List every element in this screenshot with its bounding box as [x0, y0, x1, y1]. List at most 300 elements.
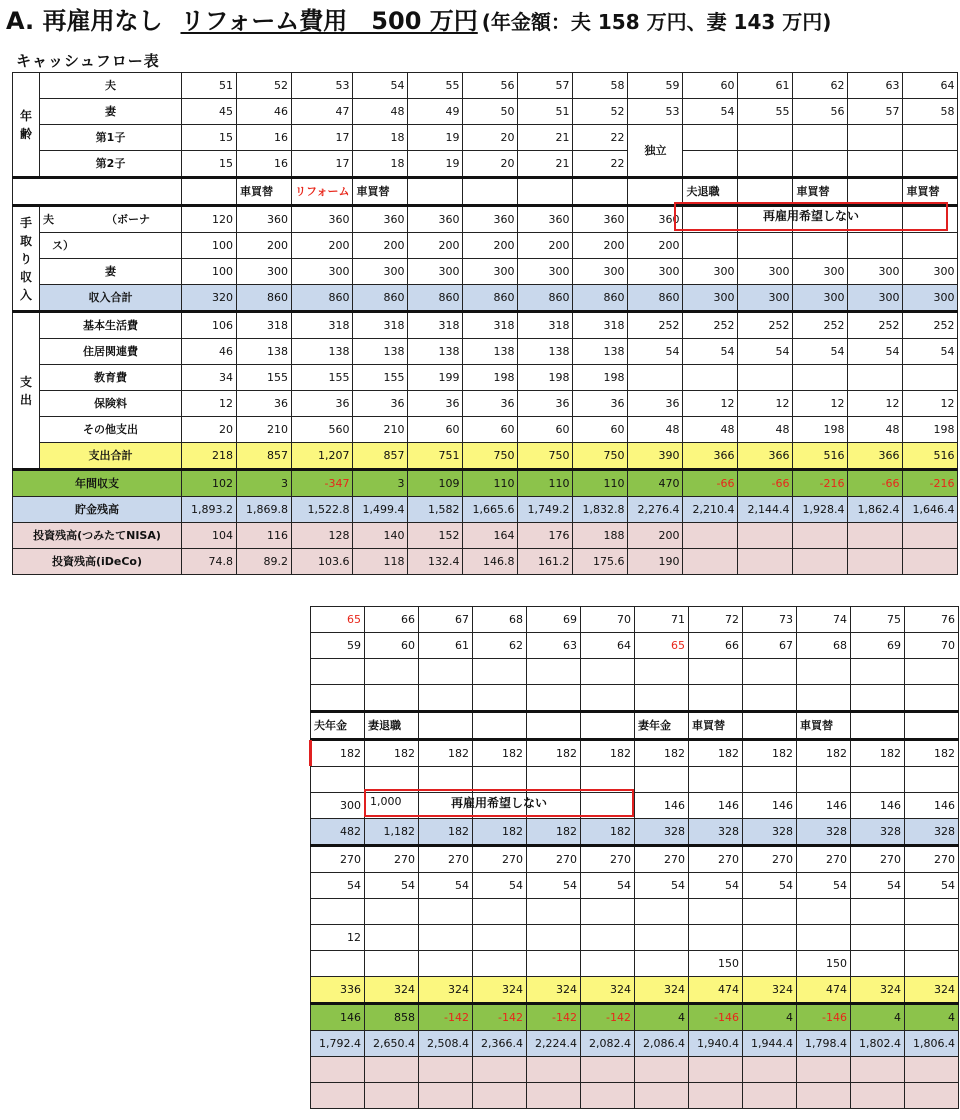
- table-cell: 138: [463, 339, 518, 365]
- row-housing: [13, 339, 958, 365]
- table-cell: 12: [738, 391, 793, 417]
- label-child1: 第1子: [40, 125, 182, 151]
- event-cell: リフォーム: [292, 178, 353, 206]
- table-cell: [903, 125, 958, 151]
- table-cell: [738, 365, 793, 391]
- table-cell: 300: [848, 285, 903, 312]
- event-cell: 車買替: [793, 178, 848, 206]
- table-subtitle: キャッシュフロー表: [16, 52, 160, 70]
- table-cell: 36: [463, 391, 518, 417]
- table-cell: 52: [573, 99, 628, 125]
- table-cell: 182: [527, 819, 581, 846]
- table-cell: 182: [905, 740, 959, 767]
- table-cell: 200: [353, 233, 408, 259]
- table-cell: 1,182: [365, 819, 419, 846]
- table-cell: 366: [738, 443, 793, 470]
- row2-insurance: [311, 925, 959, 951]
- table-cell: 12: [683, 391, 738, 417]
- table-cell: [848, 523, 903, 549]
- table-cell: 4: [743, 1004, 797, 1031]
- table-cell: 182: [365, 740, 419, 767]
- table-cell: 270: [635, 846, 689, 873]
- table-cell: 70: [905, 633, 959, 659]
- table-cell: -146: [689, 1004, 743, 1031]
- table-cell: 20: [463, 151, 518, 178]
- table-cell: [473, 1083, 527, 1109]
- table-cell: 71: [635, 607, 689, 633]
- table-cell: 182: [743, 740, 797, 767]
- table-cell: 857: [353, 443, 408, 470]
- table-cell: -142: [527, 1004, 581, 1031]
- table-cell: 54: [365, 873, 419, 899]
- row-child2-age: [13, 151, 958, 178]
- table-cell: 1,862.4: [848, 497, 903, 523]
- table-cell: 182: [311, 740, 365, 767]
- table-cell: -142: [419, 1004, 473, 1031]
- table-cell: 20: [182, 417, 237, 443]
- row2-education: [311, 899, 959, 925]
- table-cell: 146: [905, 793, 959, 819]
- row-basic-living: [13, 312, 958, 339]
- table-cell: 270: [905, 846, 959, 873]
- label-ideco: 投資残高(iDeCo): [13, 549, 182, 575]
- table-cell: 66: [365, 607, 419, 633]
- table-cell: 21: [518, 151, 573, 178]
- table-cell: [581, 925, 635, 951]
- row-expense-total: [13, 443, 958, 470]
- table-cell: [365, 899, 419, 925]
- row2-expense-total: [311, 977, 959, 1004]
- table-cell: 116: [237, 523, 292, 549]
- table-cell: 57: [848, 99, 903, 125]
- table-cell: 182: [635, 740, 689, 767]
- table-cell: 57: [518, 73, 573, 99]
- table-cell: 1,944.4: [743, 1031, 797, 1057]
- table-cell: 300: [463, 259, 518, 285]
- table-cell: 61: [419, 633, 473, 659]
- table-cell: 54: [848, 339, 903, 365]
- row-ideco: [13, 549, 958, 575]
- table-cell: [419, 1083, 473, 1109]
- row-income-total: [13, 285, 958, 312]
- table-cell: 252: [848, 312, 903, 339]
- table-cell: -347: [292, 470, 353, 497]
- table-cell: 138: [573, 339, 628, 365]
- table-cell: [851, 1057, 905, 1083]
- table-cell: 53: [292, 73, 353, 99]
- table-cell: 59: [311, 633, 365, 659]
- row-husband-age: [13, 73, 958, 99]
- table-cell: 12: [793, 391, 848, 417]
- table-cell: [581, 685, 635, 712]
- rehire-note-1: 再雇用希望しない: [762, 209, 859, 223]
- table-cell: [905, 767, 959, 793]
- table-cell: [851, 899, 905, 925]
- table-cell: 182: [419, 819, 473, 846]
- group-expense: 支出: [13, 312, 40, 470]
- table-cell: [683, 365, 738, 391]
- table-cell: [635, 659, 689, 685]
- table-cell: 46: [182, 339, 237, 365]
- table-cell: 182: [851, 740, 905, 767]
- table-cell: [635, 925, 689, 951]
- table-cell: 68: [797, 633, 851, 659]
- table-cell: 860: [573, 285, 628, 312]
- table-cell: 138: [237, 339, 292, 365]
- title-reform-cost: リフォーム費用 500 万円: [180, 7, 478, 35]
- table-cell: 138: [518, 339, 573, 365]
- table-cell: 118: [353, 549, 408, 575]
- table-cell: [903, 549, 958, 575]
- event-cell: [463, 178, 518, 206]
- table-cell: [905, 925, 959, 951]
- table-cell: [689, 767, 743, 793]
- label-husband-bonus: 夫 （ボーナ: [40, 206, 182, 233]
- table-cell: [419, 685, 473, 712]
- table-cell: 100: [182, 259, 237, 285]
- table-cell: [905, 951, 959, 977]
- table-cell: 15: [182, 151, 237, 178]
- table-cell: 218: [182, 443, 237, 470]
- table-cell: [527, 1083, 581, 1109]
- table-cell: 560: [292, 417, 353, 443]
- table-cell: 50: [463, 99, 518, 125]
- table-cell: 366: [683, 443, 738, 470]
- table-cell: 48: [628, 417, 683, 443]
- table-cell: [683, 523, 738, 549]
- table-cell: 324: [851, 977, 905, 1004]
- table-cell: 138: [353, 339, 408, 365]
- table-cell: 336: [311, 977, 365, 1004]
- table-cell: 146: [311, 1004, 365, 1031]
- table-cell: [689, 1057, 743, 1083]
- table-cell: [903, 233, 958, 259]
- event-cell: [573, 178, 628, 206]
- table-cell: [365, 659, 419, 685]
- table-cell: 64: [581, 633, 635, 659]
- events-label: [13, 178, 182, 206]
- label-husband: 夫: [40, 73, 182, 99]
- table-cell: [473, 659, 527, 685]
- table-cell: 860: [353, 285, 408, 312]
- table-cell: 198: [573, 365, 628, 391]
- table-cell: 318: [353, 312, 408, 339]
- table-cell: [689, 659, 743, 685]
- table-cell: [419, 925, 473, 951]
- table-cell: [793, 151, 848, 178]
- table-cell: 474: [689, 977, 743, 1004]
- table-cell: 318: [292, 312, 353, 339]
- title-pension: (年金額：夫 158 万円、妻 143 万円): [481, 10, 832, 34]
- table-cell: 390: [628, 443, 683, 470]
- label-savings: 貯金残高: [13, 497, 182, 523]
- rehire-note-2: 再雇用希望しない: [450, 796, 547, 810]
- table-cell: 54: [738, 339, 793, 365]
- table-cell: [365, 1057, 419, 1083]
- label-wife-income: 妻: [40, 259, 182, 285]
- table-cell: [851, 925, 905, 951]
- table-cell: 3: [237, 470, 292, 497]
- table-cell: 67: [743, 633, 797, 659]
- table-cell: 150: [797, 951, 851, 977]
- table-cell: 270: [581, 846, 635, 873]
- table-cell: 300: [237, 259, 292, 285]
- table-cell: [683, 233, 738, 259]
- table-cell: [851, 767, 905, 793]
- label-basic-living: 基本生活費: [40, 312, 182, 339]
- table-cell: 12: [182, 391, 237, 417]
- table-cell: 54: [797, 873, 851, 899]
- table-cell: 1,940.4: [689, 1031, 743, 1057]
- table-cell: [473, 1057, 527, 1083]
- table-cell: 54: [903, 339, 958, 365]
- table-cell: 161.2: [518, 549, 573, 575]
- event-cell: 妻年金: [635, 712, 689, 740]
- table-cell: [581, 951, 635, 977]
- row2-basic-living: [311, 846, 959, 873]
- event-cell: 車買替: [353, 178, 408, 206]
- table-cell: 16: [237, 125, 292, 151]
- table-cell: 21: [518, 125, 573, 151]
- table-cell: 55: [408, 73, 463, 99]
- table-cell: [793, 365, 848, 391]
- table-cell: [797, 1083, 851, 1109]
- table-cell: 2,508.4: [419, 1031, 473, 1057]
- row-insurance: [13, 391, 958, 417]
- table-cell: [797, 925, 851, 951]
- table-cell: 109: [408, 470, 463, 497]
- table-cell: 74.8: [182, 549, 237, 575]
- table-cell: 176: [518, 523, 573, 549]
- table-cell: [635, 1083, 689, 1109]
- table-cell: [743, 925, 797, 951]
- table-cell: 182: [797, 740, 851, 767]
- table-cell: 4: [905, 1004, 959, 1031]
- table-cell: [905, 1083, 959, 1109]
- table-cell: 270: [365, 846, 419, 873]
- table-cell: 1,869.8: [237, 497, 292, 523]
- event-cell: 妻退職: [365, 712, 419, 740]
- table-cell: 210: [237, 417, 292, 443]
- table-cell: 54: [683, 339, 738, 365]
- table-cell: [848, 549, 903, 575]
- table-cell: [797, 685, 851, 712]
- table-cell: 2,210.4: [683, 497, 738, 523]
- table-cell: 252: [738, 312, 793, 339]
- table-cell: 54: [635, 873, 689, 899]
- table-cell: 56: [463, 73, 518, 99]
- table-cell: 48: [683, 417, 738, 443]
- table-cell: [683, 549, 738, 575]
- table-cell: [848, 151, 903, 178]
- group-income: 手取り収入: [13, 206, 40, 312]
- table-cell: 300: [848, 259, 903, 285]
- row2-events: [311, 712, 959, 740]
- label-other: その他支出: [40, 417, 182, 443]
- table-cell: 1,207: [292, 443, 353, 470]
- table-cell: 210: [353, 417, 408, 443]
- table-cell: [905, 659, 959, 685]
- table-cell: 300: [628, 259, 683, 285]
- table-cell: 140: [353, 523, 408, 549]
- table-cell: 750: [463, 443, 518, 470]
- table-cell: 1,582: [408, 497, 463, 523]
- table-cell: [683, 151, 738, 178]
- table-cell: [365, 685, 419, 712]
- table-cell: [311, 1083, 365, 1109]
- row-child1-age: [13, 125, 958, 151]
- group-age: 年齢: [13, 73, 40, 178]
- table-cell: 175.6: [573, 549, 628, 575]
- table-cell: [743, 685, 797, 712]
- table-cell: 51: [518, 99, 573, 125]
- table-cell: 1,798.4: [797, 1031, 851, 1057]
- table-cell: 152: [408, 523, 463, 549]
- table-cell: 65: [635, 633, 689, 659]
- row-other: [13, 417, 958, 443]
- table-cell: 200: [628, 523, 683, 549]
- table-cell: [851, 1083, 905, 1109]
- label-insurance: 保険料: [40, 391, 182, 417]
- table-cell: 324: [581, 977, 635, 1004]
- table-cell: [903, 151, 958, 178]
- table-cell: 56: [793, 99, 848, 125]
- event-cell: 車買替: [903, 178, 958, 206]
- table-cell: 19: [408, 151, 463, 178]
- table-cell: 270: [419, 846, 473, 873]
- table-cell: 54: [905, 873, 959, 899]
- table-cell: 59: [628, 73, 683, 99]
- table-cell: [793, 523, 848, 549]
- table-cell: 199: [408, 365, 463, 391]
- table-cell: 182: [419, 740, 473, 767]
- label-child2: 第2子: [40, 151, 182, 178]
- table-cell: 300: [311, 793, 365, 819]
- table-cell: 2,650.4: [365, 1031, 419, 1057]
- table-cell: 60: [365, 633, 419, 659]
- table-cell: 36: [628, 391, 683, 417]
- table-cell: [527, 1057, 581, 1083]
- table-cell: 68: [473, 607, 527, 633]
- table-cell: 110: [573, 470, 628, 497]
- table-cell: 198: [903, 417, 958, 443]
- table-cell: 60: [408, 417, 463, 443]
- table-cell: 55: [738, 99, 793, 125]
- table-cell: 360: [292, 206, 353, 233]
- table-cell: 252: [628, 312, 683, 339]
- table-cell: 106: [182, 312, 237, 339]
- table-cell: 16: [237, 151, 292, 178]
- table-cell: -66: [848, 470, 903, 497]
- table-cell: 300: [353, 259, 408, 285]
- table-cell: 270: [311, 846, 365, 873]
- row2-child1: [311, 659, 959, 685]
- table-cell: 36: [518, 391, 573, 417]
- table-cell: 482: [311, 819, 365, 846]
- table-cell: 318: [408, 312, 463, 339]
- event-cell: [182, 178, 237, 206]
- row2-annual-balance: [311, 1004, 959, 1031]
- table-cell: 1,792.4: [311, 1031, 365, 1057]
- table-cell: 318: [518, 312, 573, 339]
- table-cell: 1,499.4: [353, 497, 408, 523]
- table-cell: [473, 925, 527, 951]
- table-cell: 18: [353, 125, 408, 151]
- row2-housing: [311, 873, 959, 899]
- row2-ideco: [311, 1083, 959, 1109]
- table-cell: 102: [182, 470, 237, 497]
- table-cell: 60: [463, 417, 518, 443]
- table-cell: 300: [738, 259, 793, 285]
- table-cell: 89.2: [237, 549, 292, 575]
- table-cell: 270: [851, 846, 905, 873]
- table-cell: 300: [683, 259, 738, 285]
- table-cell: 324: [527, 977, 581, 1004]
- table-cell: [581, 1057, 635, 1083]
- table-cell: 2,366.4: [473, 1031, 527, 1057]
- event-cell: 夫年金: [311, 712, 365, 740]
- table-cell: 182: [527, 740, 581, 767]
- table-cell: 54: [689, 873, 743, 899]
- table-cell: [419, 659, 473, 685]
- table-cell: [527, 899, 581, 925]
- table-cell: 3: [353, 470, 408, 497]
- table-cell: 164: [463, 523, 518, 549]
- table-cell: [365, 925, 419, 951]
- table-cell: [473, 899, 527, 925]
- row2-savings: [311, 1031, 959, 1057]
- table-cell: [635, 1057, 689, 1083]
- table-cell: 63: [848, 73, 903, 99]
- table-cell: 110: [518, 470, 573, 497]
- label-education: 教育費: [40, 365, 182, 391]
- table-cell: 200: [408, 233, 463, 259]
- table-cell: 516: [793, 443, 848, 470]
- table-cell: 47: [292, 99, 353, 125]
- row-nisa: [13, 523, 958, 549]
- table-cell: 49: [408, 99, 463, 125]
- table-cell: [797, 899, 851, 925]
- table-cell: 54: [581, 873, 635, 899]
- table-cell: [905, 685, 959, 712]
- table-cell: 58: [573, 73, 628, 99]
- table-cell: 328: [635, 819, 689, 846]
- table-cell: 36: [573, 391, 628, 417]
- table-cell: 48: [738, 417, 793, 443]
- table-cell: 12: [311, 925, 365, 951]
- table-cell: 146: [851, 793, 905, 819]
- table-cell: [419, 951, 473, 977]
- table-cell: 860: [628, 285, 683, 312]
- table-cell: 1,928.4: [793, 497, 848, 523]
- row-wife-income: [13, 259, 958, 285]
- table-cell: [793, 233, 848, 259]
- table-cell: 70: [581, 607, 635, 633]
- table-cell: 324: [419, 977, 473, 1004]
- table-cell: 300: [408, 259, 463, 285]
- event-cell: [518, 178, 573, 206]
- table-cell: 54: [473, 873, 527, 899]
- table-cell: 200: [628, 233, 683, 259]
- table-cell: [527, 925, 581, 951]
- table-cell: [635, 685, 689, 712]
- table-cell: 54: [527, 873, 581, 899]
- table-cell: 300: [793, 285, 848, 312]
- table-cell: 60: [683, 73, 738, 99]
- table-cell: 22: [573, 151, 628, 178]
- table-cell: 470: [628, 470, 683, 497]
- table-cell: 72: [689, 607, 743, 633]
